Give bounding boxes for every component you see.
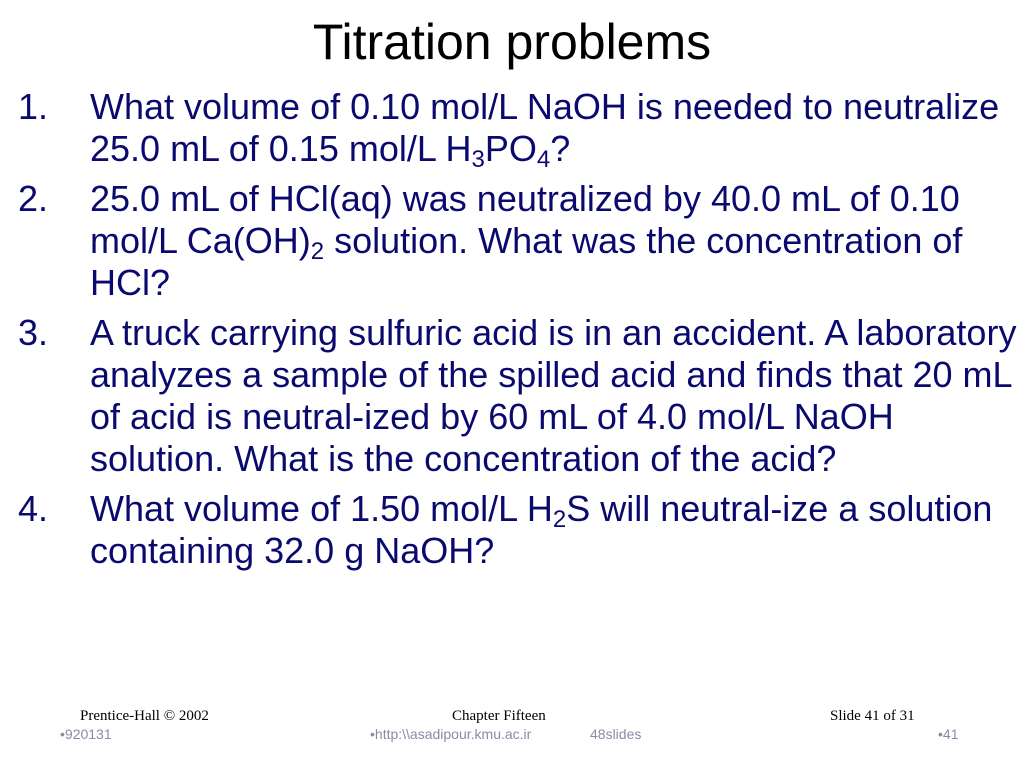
problem-list	[18, 86, 1018, 580]
problem-text: 25.0 mL of HCl(aq) was neutralized by 40.0 mL of 0.10 mol/L $Ca(OH)_2$ solution. What was the concentration of HCl?	[90, 178, 963, 303]
problem-number: 2.	[18, 178, 49, 219]
problem-number: 3.	[18, 312, 49, 353]
footer-slides: 48slides	[590, 726, 642, 742]
problem-text: What volume of 1.50 mol/L $H_2S$ will neutral-ize a solution containing 32.0 g NaOH?	[90, 488, 993, 571]
problem-item-2	[18, 178, 1018, 304]
footer-publisher: Prentice-Hall © 2002	[80, 708, 209, 724]
footer-page-number: •41	[938, 726, 959, 742]
footer-left-id: •920131	[60, 726, 112, 742]
footer-slide-count: Slide 41 of 31	[830, 708, 915, 724]
problem-number: 4.	[18, 488, 49, 529]
problem-item-4	[18, 488, 1018, 572]
problem-item-3	[18, 312, 1018, 480]
problem-text: A truck carrying sulfuric acid is in an accident. A laboratory analyzes a sample of the spilled acid and finds that 20 mL of acid is neutral-ized by 60 mL of 4.0 mol/L NaOH solution. What is the concentration of the acid?	[90, 312, 1017, 479]
problem-text: What volume of 0.10 mol/L NaOH is needed to neutralize 25.0 mL of 0.15 mol/L $H_3PO_4$?	[90, 86, 1000, 173]
problem-item-1	[18, 86, 1018, 173]
footer-url[interactable]: •http:\\asadipour.kmu.ac.ir	[370, 726, 532, 742]
footer-chapter: Chapter Fifteen	[452, 708, 546, 724]
slide-title: Titration problems	[312, 14, 712, 70]
problem-number: 1.	[18, 86, 49, 127]
